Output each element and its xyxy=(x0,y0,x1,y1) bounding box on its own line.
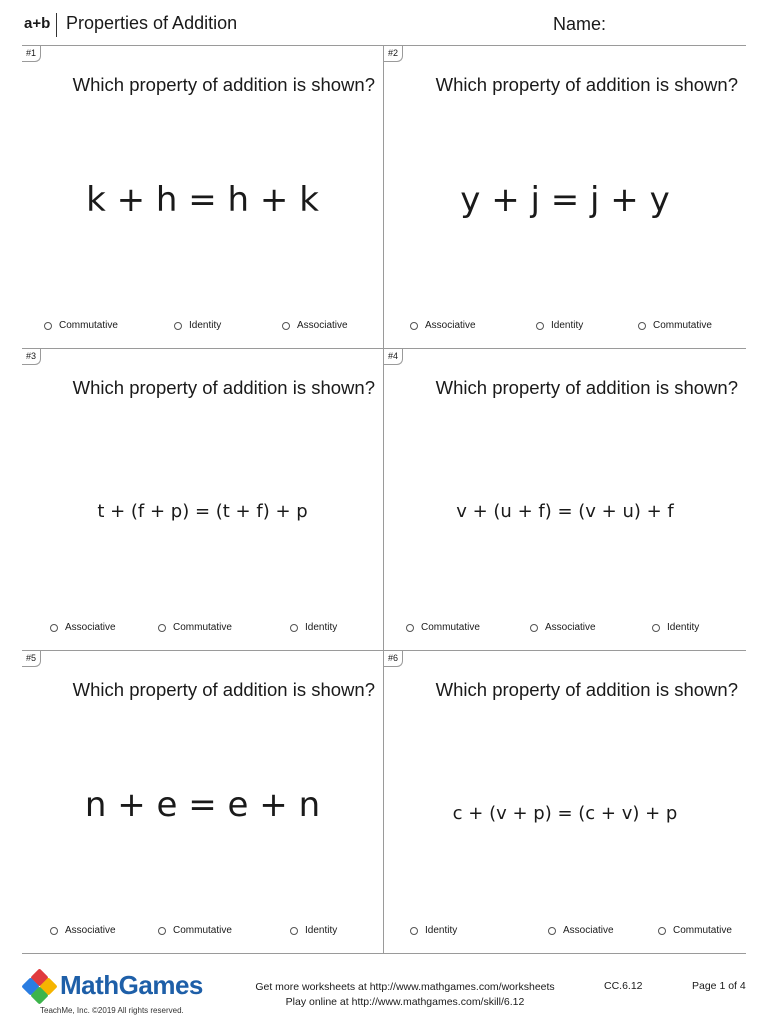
answer-option-label: Associative xyxy=(65,925,116,936)
answer-option[interactable] xyxy=(658,925,732,936)
answer-option[interactable] xyxy=(282,320,348,331)
problem-number: #5 xyxy=(22,651,41,667)
answer-options xyxy=(384,622,746,638)
problem-cell xyxy=(22,650,384,954)
radio-icon[interactable] xyxy=(658,927,666,935)
answer-option[interactable] xyxy=(536,320,583,331)
radio-icon[interactable] xyxy=(548,927,556,935)
equation: n + e = e + n xyxy=(84,785,321,825)
answer-options xyxy=(22,622,383,638)
worksheets-link[interactable]: Get more worksheets at http://www.mathgames.com/worksheets xyxy=(255,981,555,993)
radio-icon[interactable] xyxy=(282,322,290,330)
problem-cell xyxy=(384,650,746,954)
answer-option-label: Identity xyxy=(305,622,338,633)
answer-option-label: Associative xyxy=(65,622,116,633)
answer-option[interactable] xyxy=(548,925,614,936)
answer-option[interactable] xyxy=(290,622,337,633)
answer-option-label: Identity xyxy=(425,925,458,936)
answer-option-label: Associative xyxy=(563,925,614,936)
answer-option[interactable] xyxy=(530,622,596,633)
radio-icon[interactable] xyxy=(50,624,58,632)
answer-options xyxy=(22,925,383,941)
standard-code: CC.6.12 xyxy=(604,980,643,992)
answer-option-label: Commutative xyxy=(421,622,480,633)
radio-icon[interactable] xyxy=(290,927,298,935)
answer-option-label: Commutative xyxy=(59,320,118,331)
radio-icon[interactable] xyxy=(638,322,646,330)
problem-cell xyxy=(22,348,384,650)
problem-cell xyxy=(22,46,384,348)
radio-icon[interactable] xyxy=(290,624,298,632)
problem-number: #1 xyxy=(22,46,41,62)
logo-mark: a+b xyxy=(24,15,51,32)
equation: c + (v + p) = (c + v) + p xyxy=(452,803,678,824)
answer-option-label: Associative xyxy=(297,320,348,331)
equation: k + h = h + k xyxy=(86,180,319,220)
answer-options xyxy=(384,925,746,941)
problem-cell xyxy=(384,348,746,650)
header-divider xyxy=(56,13,57,37)
answer-option[interactable] xyxy=(44,320,118,331)
radio-icon[interactable] xyxy=(158,927,166,935)
radio-icon[interactable] xyxy=(406,624,414,632)
question-text: Which property of addition is shown? xyxy=(435,377,738,398)
radio-icon[interactable] xyxy=(174,322,182,330)
brand-name: MathGames xyxy=(60,970,203,1000)
answer-option-label: Identity xyxy=(551,320,584,331)
radio-icon[interactable] xyxy=(536,322,544,330)
answer-option-label: Commutative xyxy=(673,925,732,936)
name-label: Name: xyxy=(553,14,607,34)
problem-number: #6 xyxy=(384,651,403,667)
radio-icon[interactable] xyxy=(410,322,418,330)
play-online-link[interactable]: Play online at http://www.mathgames.com/skill/6.12 xyxy=(285,996,525,1008)
answer-option-label: Identity xyxy=(667,622,700,633)
answer-option[interactable] xyxy=(158,925,232,936)
answer-options xyxy=(384,320,746,336)
page-title: Properties of Addition xyxy=(66,13,238,33)
copyright-text: TeachMe, Inc. ©2019 All rights reserved. xyxy=(40,1006,184,1015)
answer-option-label: Associative xyxy=(425,320,476,331)
radio-icon[interactable] xyxy=(652,624,660,632)
radio-icon[interactable] xyxy=(410,927,418,935)
answer-option[interactable] xyxy=(410,320,476,331)
footer-links xyxy=(228,980,582,1010)
answer-option[interactable] xyxy=(410,925,457,936)
problem-number: #2 xyxy=(384,46,403,62)
problem-number: #4 xyxy=(384,349,403,365)
answer-option-label: Commutative xyxy=(653,320,712,331)
question-text: Which property of addition is shown? xyxy=(72,74,375,95)
answer-option[interactable] xyxy=(158,622,232,633)
worksheet-header xyxy=(0,0,768,46)
answer-option-label: Commutative xyxy=(173,622,232,633)
answer-option[interactable] xyxy=(50,622,116,633)
problem-cell xyxy=(384,46,746,348)
answer-option[interactable] xyxy=(638,320,712,331)
question-text: Which property of addition is shown? xyxy=(72,377,375,398)
answer-option[interactable] xyxy=(652,622,699,633)
question-text: Which property of addition is shown? xyxy=(435,74,738,95)
answer-option-label: Commutative xyxy=(173,925,232,936)
worksheet-footer xyxy=(0,958,768,1024)
radio-icon[interactable] xyxy=(50,927,58,935)
answer-options xyxy=(22,320,383,336)
answer-option-label: Associative xyxy=(545,622,596,633)
equation: v + (u + f) = (v + u) + f xyxy=(456,501,674,522)
diamond-logo-icon xyxy=(24,971,54,1001)
equation: t + (f + p) = (t + f) + p xyxy=(97,501,308,522)
brand-logo xyxy=(24,970,203,1001)
answer-option-label: Identity xyxy=(305,925,338,936)
page-number: Page 1 of 4 xyxy=(692,980,746,992)
radio-icon[interactable] xyxy=(530,624,538,632)
equation: y + j = j + y xyxy=(460,180,670,220)
answer-option-label: Identity xyxy=(189,320,222,331)
answer-option[interactable] xyxy=(174,320,221,331)
problem-number: #3 xyxy=(22,349,41,365)
radio-icon[interactable] xyxy=(44,322,52,330)
radio-icon[interactable] xyxy=(158,624,166,632)
answer-option[interactable] xyxy=(406,622,480,633)
question-text: Which property of addition is shown? xyxy=(435,679,738,700)
answer-option[interactable] xyxy=(50,925,116,936)
answer-option[interactable] xyxy=(290,925,337,936)
question-text: Which property of addition is shown? xyxy=(72,679,375,700)
problem-grid xyxy=(22,46,746,954)
